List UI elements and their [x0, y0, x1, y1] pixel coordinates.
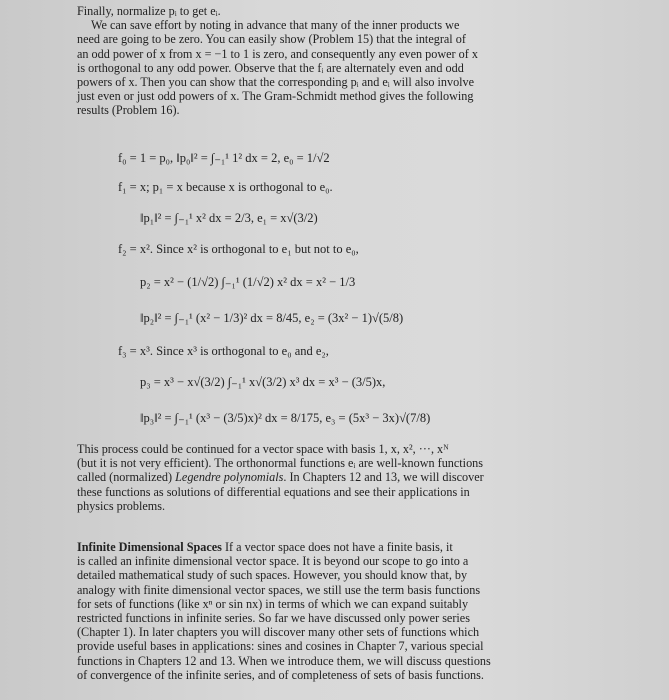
section-line	[77, 540, 547, 554]
equation-f0: f₀ = 1 = p₀, ‖p₀‖² = ∫₋₁¹ 1² dx = 2, e₀ = 1/√2	[118, 151, 330, 165]
intro-line: just even or just odd powers of x. The Gram-Schmidt method gives the following	[77, 89, 474, 104]
process-line: physics problems.	[77, 498, 166, 513]
section-line: of convergence of the infinite series, and of completeness of sets of basis functions.	[77, 667, 484, 682]
process-line: This process could be continued for a vector space with basis 1, x, x², ···, xᴺ	[77, 442, 449, 456]
process-line: (but it is not very efficient). The orthonormal functions eᵢ are well-known functions	[77, 456, 483, 471]
process-paragraph	[77, 442, 547, 513]
infinite-dimensional-section	[77, 540, 547, 682]
equation-p3: p₃ = x³ − x√(3/2) ∫₋₁¹ x√(3/2) x³ dx = x³ − (3/5)x,	[140, 375, 386, 389]
intro-line: powers of x. Then you can show that the corresponding pᵢ and eᵢ will also involve	[77, 75, 475, 90]
equation-p3-norm: ‖p₃‖² = ∫₋₁¹ (x³ − (3/5)x)² dx = 8/175, e₃ = (5x³ − 3x)√(7/8)	[140, 411, 431, 425]
section-line: analogy with finite dimensional vector spaces, we still use the term basis functions	[77, 582, 481, 597]
equation-f2: f₂ = x². Since x² is orthogonal to e₁ but not to e₀,	[118, 242, 359, 256]
section-line: detailed mathematical study of such spaces. However, you should know that, by	[77, 568, 468, 583]
section-line: (Chapter 1). In later chapters you will discover many other sets of functions which	[77, 625, 480, 640]
legendre-term: Legendre polynomials	[175, 470, 284, 485]
section-text: If a vector space does not have a finite basis, it	[221, 540, 453, 554]
equation-p2-norm: ‖p₂‖² = ∫₋₁¹ (x² − 1/3)² dx = 8/45, e₂ = (3x² − 1)√(5/8)	[140, 311, 404, 325]
intro-line: Finally, normalize pᵢ to get eᵢ.	[77, 4, 221, 18]
intro-line: need are going to be zero. You can easily show (Problem 15) that the integral of	[77, 32, 466, 47]
intro-paragraph	[77, 4, 547, 118]
section-title: Infinite Dimensional Spaces	[77, 540, 222, 554]
equation-p2: p₂ = x² − (1/√2) ∫₋₁¹ (1/√2) x² dx = x² − 1/3	[140, 275, 356, 289]
process-line: these functions as solutions of differential equations and see their applications in	[77, 484, 470, 499]
intro-line: results (Problem 16).	[77, 103, 180, 118]
intro-line: an odd power of x from x = −1 to 1 is zero, and consequently any even power of x	[77, 46, 478, 61]
process-line	[77, 470, 547, 484]
process-text: called (normalized)	[77, 470, 176, 485]
section-line: is called an infinite dimensional vector space. It is beyond our scope to go into a	[77, 554, 469, 569]
section-line: functions in Chapters 12 and 13. When we introduce them, we will discuss questions	[77, 653, 491, 668]
intro-line: is orthogonal to any odd power. Observe that the fᵢ are alternately even and odd	[77, 60, 464, 75]
section-line: restricted functions in infinite series. So far we have discussed only power series	[77, 611, 470, 626]
process-text: . In Chapters 12 and 13, we will discover	[283, 470, 484, 485]
equation-f1: f₁ = x; p₁ = x because x is orthogonal to e₀.	[118, 180, 333, 194]
equation-p1-norm: ‖p₁‖² = ∫₋₁¹ x² dx = 2/3, e₁ = x√(3/2)	[140, 211, 318, 225]
intro-line: We can save effort by noting in advance that many of the inner products we	[91, 18, 460, 33]
section-line: for sets of functions (like xⁿ or sin nx) in terms of which we can expand suitably	[77, 596, 469, 611]
section-line: provide useful bases in applications: sines and cosines in Chapter 7, various special	[77, 639, 484, 654]
equation-f3: f₃ = x³. Since x³ is orthogonal to e₀ and e₂,	[118, 344, 329, 358]
